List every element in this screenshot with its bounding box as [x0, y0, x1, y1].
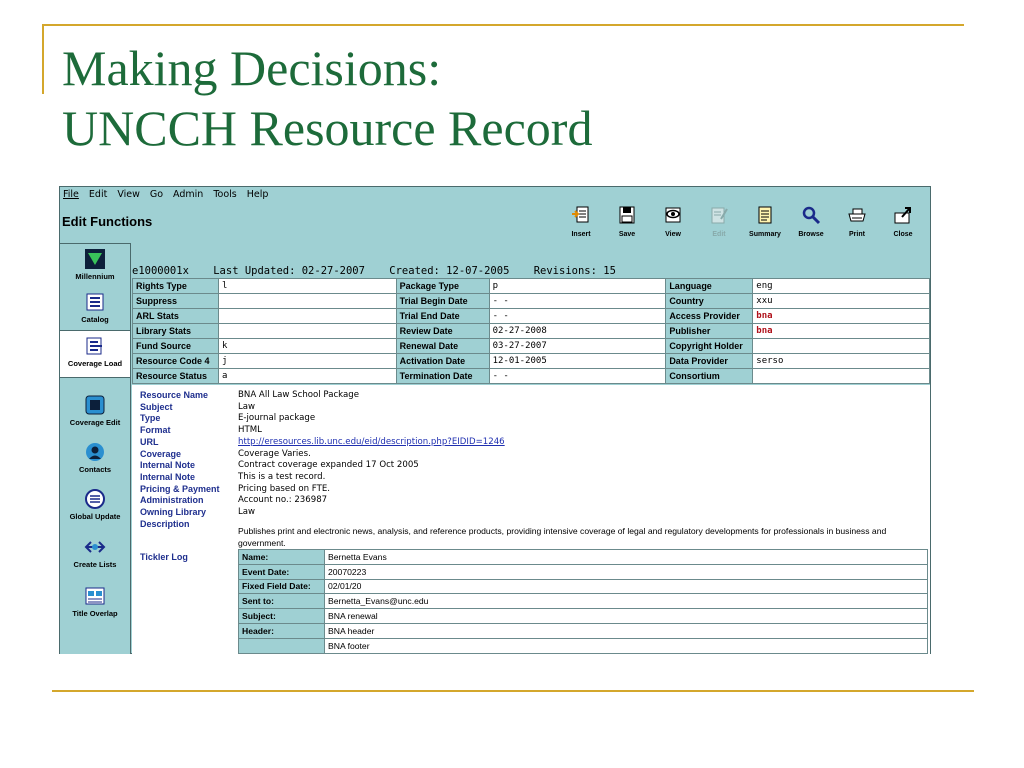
- tickler-label: Event Date:: [239, 564, 325, 579]
- create-lists-icon: [84, 536, 106, 558]
- insert-label: Insert: [571, 231, 591, 238]
- variable-field-label: Owning Library: [140, 507, 207, 517]
- fixed-field-value[interactable]: bna: [753, 309, 930, 324]
- print-label: Print: [849, 231, 865, 238]
- variable-field-row: [140, 390, 359, 402]
- variable-field-label: Description: [140, 518, 190, 529]
- tickler-row: [239, 564, 928, 579]
- sidebar-item-coverage-load[interactable]: [60, 330, 130, 378]
- variable-field-label: Resource Name: [140, 390, 209, 400]
- tickler-label: Subject:: [239, 609, 325, 624]
- fixed-field-value[interactable]: 12-01-2005: [489, 354, 666, 369]
- tickler-value: BNA renewal: [325, 609, 928, 624]
- variable-field-row: [140, 460, 419, 472]
- variable-field-label: Coverage: [140, 448, 182, 459]
- sidebar-item-coverage-edit[interactable]: [60, 394, 130, 427]
- fixed-field-label: Consortium: [666, 369, 753, 384]
- fixed-field-label: Activation Date: [396, 354, 489, 369]
- tickler-row: [239, 579, 928, 594]
- close-label: Close: [893, 231, 913, 238]
- fixed-field-row: [133, 294, 930, 309]
- record-created: Created: 12-07-2005: [389, 265, 510, 277]
- sidebar-item-title-overlap[interactable]: [60, 585, 130, 618]
- print-icon: [846, 205, 868, 225]
- tickler-row: [239, 594, 928, 609]
- summary-icon: [754, 205, 776, 225]
- variable-field-value: BNA All Law School Package: [238, 390, 360, 400]
- fixed-field-row: [133, 309, 930, 324]
- variable-field-label: Administration: [140, 495, 204, 506]
- title-overlap-icon: [84, 585, 106, 607]
- summary-label: Summary: [749, 231, 781, 238]
- sidebar-label-millennium: Millennium: [75, 272, 115, 281]
- fixed-field-value[interactable]: [753, 369, 930, 384]
- fixed-field-label: Access Provider: [666, 309, 753, 324]
- fixed-field-label: Resource Code 4: [133, 354, 219, 369]
- save-icon: [616, 205, 638, 225]
- fixed-field-label: Review Date: [396, 324, 489, 339]
- fixed-field-label: Trial Begin Date: [396, 294, 489, 309]
- save-button[interactable]: [604, 205, 650, 238]
- sidebar-label-title-overlap: Title Overlap: [72, 609, 118, 618]
- sidebar: [60, 243, 131, 654]
- tickler-value: Bernetta Evans: [325, 550, 928, 565]
- tickler-value: BNA header: [325, 623, 928, 638]
- fixed-field-label: Suppress: [133, 294, 219, 309]
- variable-field-label: Internal Note: [140, 471, 196, 482]
- contacts-icon: [84, 441, 106, 463]
- variable-field-row: [140, 507, 255, 519]
- print-button[interactable]: [834, 205, 880, 238]
- tickler-label: Header:: [239, 623, 325, 638]
- menu-edit[interactable]: Edit: [88, 189, 108, 200]
- tickler-row: [239, 623, 928, 638]
- menu-help[interactable]: Help: [246, 189, 269, 200]
- fixed-field-value[interactable]: - -: [489, 369, 666, 384]
- edit-button[interactable]: [696, 205, 742, 238]
- insert-icon: [570, 205, 592, 225]
- sidebar-label-contacts: Contacts: [78, 465, 112, 474]
- edit-functions-title: Edit Functions: [62, 214, 153, 229]
- variable-field-row: [140, 484, 330, 496]
- millennium-icon: [84, 248, 106, 270]
- slide-title-line-2: UNCCH Resource Record: [62, 100, 593, 156]
- tickler-value: 02/01/20: [325, 579, 928, 594]
- bottom-rule: [52, 690, 974, 692]
- fixed-field-value[interactable]: j: [218, 354, 396, 369]
- variable-field-value: This is a test record.: [238, 471, 326, 482]
- tickler-label: Fixed Field Date:: [239, 579, 325, 594]
- fixed-field-label: Publisher: [666, 324, 753, 339]
- tickler-row: [239, 609, 928, 624]
- coverage-load-icon: [84, 335, 106, 357]
- variable-field-row: [140, 519, 238, 531]
- variable-field-value: Contract coverage expanded 17 Oct 2005: [238, 460, 419, 471]
- variable-field-label: Format: [140, 425, 171, 436]
- sidebar-label-create-lists: Create Lists: [73, 560, 117, 569]
- fixed-field-value[interactable]: [218, 294, 396, 309]
- fixed-field-row: [133, 369, 930, 384]
- variable-field-row: [140, 425, 262, 437]
- sidebar-item-catalog[interactable]: [60, 291, 130, 324]
- fixed-field-row: [133, 279, 930, 294]
- resource-url-link[interactable]: http://eresources.lib.unc.edu/eid/description.php?EIDID=1246: [238, 436, 505, 447]
- tickler-label: Sent to:: [239, 594, 325, 609]
- view-button[interactable]: [650, 205, 696, 238]
- app-window: [59, 186, 931, 654]
- fixed-field-label: Data Provider: [666, 354, 753, 369]
- tickler-log-table: [238, 549, 928, 654]
- fixed-field-value[interactable]: p: [489, 279, 666, 294]
- edit-icon: [708, 205, 730, 225]
- description-text: Publishes print and electronic news, analysis, and reference products, providing intensive coverage of legal and regulatory developments for professionals in business and government.: [238, 526, 887, 548]
- fixed-field-value[interactable]: - -: [489, 309, 666, 324]
- variable-field-label: URL: [140, 436, 159, 447]
- sidebar-label-coverage-edit: Coverage Edit: [69, 418, 121, 427]
- variable-field-value: Account no.: 236987: [238, 495, 328, 506]
- fixed-field-value[interactable]: [218, 309, 396, 324]
- record-id: e1000001x: [132, 265, 189, 277]
- insert-button[interactable]: [558, 205, 604, 238]
- variable-field-row: [140, 437, 505, 449]
- left-rule: [42, 24, 44, 94]
- fixed-field-label: Package Type: [396, 279, 489, 294]
- close-button[interactable]: [880, 205, 926, 238]
- fixed-field-value[interactable]: a: [218, 369, 396, 384]
- tickler-log-label: Tickler Log: [140, 552, 188, 562]
- menu-admin[interactable]: Admin: [173, 189, 204, 200]
- close-icon: [892, 205, 914, 225]
- browse-button[interactable]: [788, 205, 834, 238]
- fixed-field-label: Trial End Date: [396, 309, 489, 324]
- variable-field-value: Law: [238, 401, 256, 412]
- tickler-row: [239, 638, 928, 653]
- sidebar-item-millennium[interactable]: [60, 248, 130, 281]
- tickler-label: Name:: [239, 550, 325, 565]
- tickler-row: [239, 550, 928, 565]
- fixed-field-value[interactable]: xxu: [753, 294, 930, 309]
- fixed-field-label: Renewal Date: [396, 339, 489, 354]
- global-update-icon: [84, 488, 106, 510]
- browse-icon: [800, 205, 822, 225]
- save-label: Save: [618, 231, 636, 238]
- variable-field-row: [140, 449, 311, 461]
- fixed-field-label: Resource Status: [133, 369, 219, 384]
- toolbar: [558, 205, 926, 238]
- fixed-field-row: [133, 354, 930, 369]
- variable-field-value: HTML: [238, 425, 262, 436]
- fixed-field-value[interactable]: k: [218, 339, 396, 354]
- sidebar-item-global-update[interactable]: [60, 488, 130, 521]
- slide-title-line-1: Making Decisions:: [62, 40, 442, 96]
- fixed-field-label: Fund Source: [133, 339, 219, 354]
- sidebar-label-coverage-load: Coverage Load: [67, 359, 123, 368]
- top-rule: [42, 24, 964, 26]
- view-label: View: [665, 231, 681, 238]
- menu-view[interactable]: View: [117, 189, 140, 200]
- summary-button[interactable]: [742, 205, 788, 238]
- variable-field-value: Pricing based on FTE.: [238, 483, 331, 494]
- tickler-value: Bernetta_Evans@unc.edu: [325, 594, 928, 609]
- variable-field-label: Pricing & Payment: [140, 483, 220, 494]
- menu-tools[interactable]: Tools: [213, 189, 237, 200]
- variable-field-row: [140, 413, 315, 425]
- fixed-field-label: Country: [666, 294, 753, 309]
- catalog-icon: [84, 291, 106, 313]
- fixed-field-value[interactable]: serso: [753, 354, 930, 369]
- fixed-field-label: Copyright Holder: [666, 339, 753, 354]
- browse-label: Browse: [798, 231, 824, 238]
- fixed-field-value[interactable]: eng: [753, 279, 930, 294]
- coverage-edit-icon: [84, 394, 106, 416]
- sidebar-label-global-update: Global Update: [69, 512, 121, 521]
- fixed-field-value[interactable]: bna: [753, 324, 930, 339]
- record-revisions: Revisions: 15: [533, 265, 616, 277]
- fixed-field-value[interactable]: 02-27-2008: [489, 324, 666, 339]
- sidebar-label-catalog: Catalog: [81, 315, 109, 324]
- tickler-value: BNA footer: [325, 638, 928, 653]
- fixed-field-value[interactable]: 03-27-2007: [489, 339, 666, 354]
- fixed-field-label: ARL Stats: [133, 309, 219, 324]
- sidebar-item-contacts[interactable]: [60, 441, 130, 474]
- fixed-field-value[interactable]: l: [218, 279, 396, 294]
- view-icon: [662, 205, 684, 225]
- fixed-field-label: Language: [666, 279, 753, 294]
- sidebar-item-create-lists[interactable]: [60, 536, 130, 569]
- slide-title: [62, 38, 942, 158]
- tickler-label: [239, 638, 325, 653]
- fixed-fields-table: [132, 278, 930, 384]
- menu-go[interactable]: Go: [149, 189, 164, 200]
- variable-field-row: [140, 495, 327, 507]
- fixed-field-label: Rights Type: [133, 279, 219, 294]
- fixed-field-value[interactable]: - -: [489, 294, 666, 309]
- fixed-field-value[interactable]: [753, 339, 930, 354]
- variable-field-label: Internal Note: [140, 460, 196, 471]
- fixed-field-row: [133, 339, 930, 354]
- variable-fields-area: [132, 385, 930, 654]
- fixed-field-label: Termination Date: [396, 369, 489, 384]
- fixed-field-row: [133, 324, 930, 339]
- fixed-field-label: Library Stats: [133, 324, 219, 339]
- tickler-value: 20070223: [325, 564, 928, 579]
- variable-field-value: E-journal package: [238, 413, 316, 424]
- variable-field-value: Law: [238, 507, 256, 517]
- variable-field-value: Coverage Varies.: [238, 448, 311, 459]
- menu-bar: [60, 187, 930, 203]
- variable-field-label: Subject: [140, 401, 173, 412]
- variable-field-label: Type: [140, 413, 161, 424]
- variable-field-row: [140, 402, 255, 414]
- record-summary: [132, 265, 634, 277]
- menu-file[interactable]: File: [63, 189, 79, 200]
- variable-field-row: [140, 472, 325, 484]
- fixed-field-value[interactable]: [218, 324, 396, 339]
- record-last-updated: Last Updated: 02-27-2007: [213, 265, 365, 277]
- edit-label: Edit: [712, 231, 726, 238]
